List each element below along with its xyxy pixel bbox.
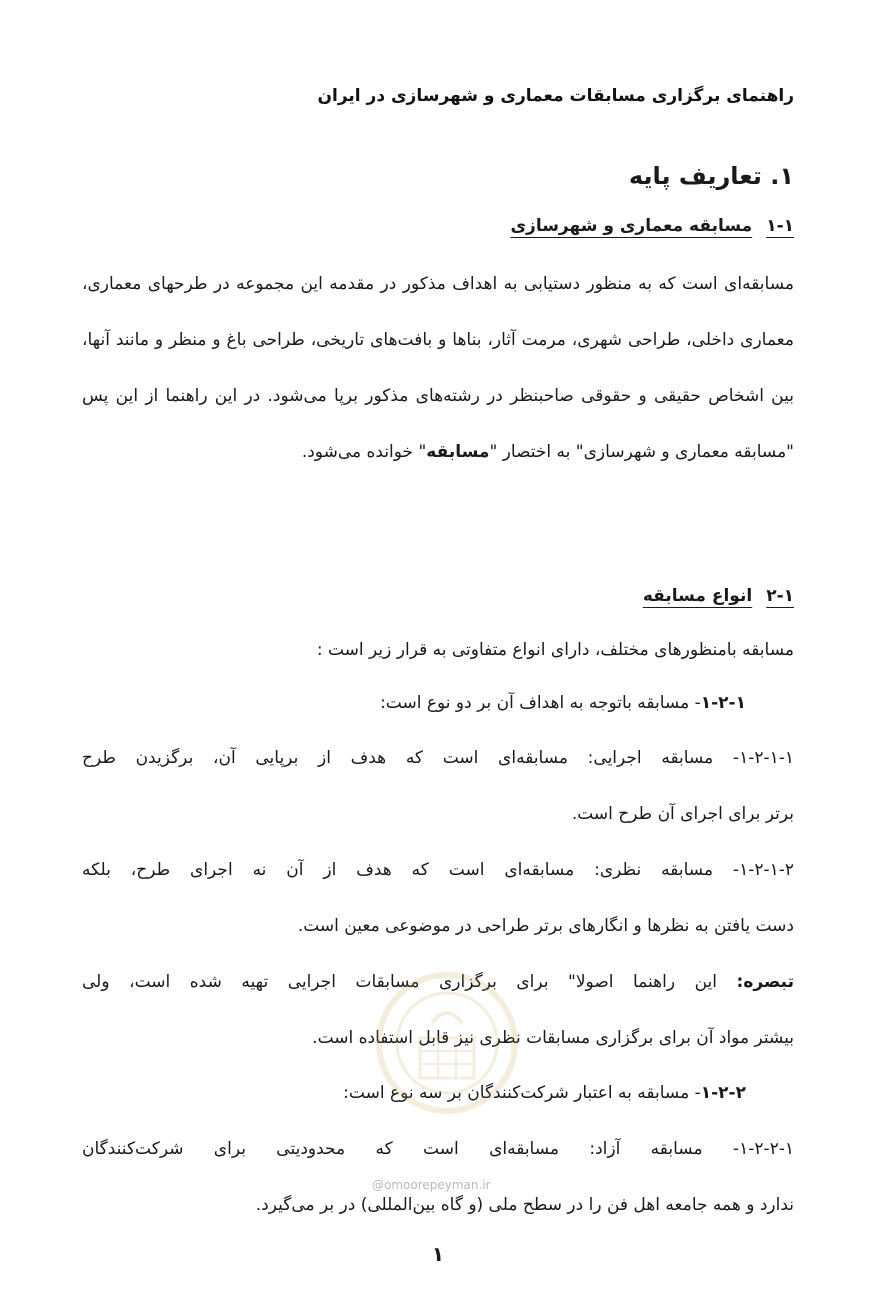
running-head: راهنمای برگزاری مسابقات معماری و شهرسازی در ایران: [317, 86, 794, 106]
note-label: تبصره:: [736, 972, 794, 992]
item-1-2-2-1-line1: ۱-۲-۲-۱- مسابقه آزاد: مسابقه‌ای است که محدودیتی برای شرکت‌کنندگان: [82, 1139, 794, 1159]
watermark-url: @omoorepeyman.ir: [372, 1178, 491, 1192]
section-1-2-intro: مسابقه بامنظورهای مختلف، دارای انواع متفاوتی به قرار زیر است :: [316, 640, 794, 660]
item-1-2-1-2-line2: دست یافتن به نظرها و انگارهای برتر طراحی در موضوعی معین است.: [297, 916, 794, 936]
section-number: ۱-۱: [766, 216, 794, 236]
section-heading-1-1: [510, 216, 794, 236]
item-1-2-1-1-line2: برتر برای اجرای آن طرح است.: [571, 804, 794, 824]
section-title: مسابقه معماری و شهرسازی: [510, 216, 753, 236]
section-1-1-body: مسابقه‌ای است که به منظور دستیابی به اهداف مذکور در مقدمه این مجموعه در طرحهای معماری، معماری داخلی، طراحی شهری، مرمت آثار، بناها و بافت‌های تاریخی، طراحی باغ و منظر و مانند آنها، بین اشخاص حقیقی و حقوقی صاحبنظر در رشته‌های مذکور برپا می‌شود. در این راهنما از این پس "مسابقه معماری و شهرسازی" به اختصار "مسابقه" خوانده می‌شود.: [82, 274, 794, 462]
page-number: ۱: [431, 1242, 445, 1266]
item-1-2-1-1-line1: ۱-۲-۱-۱- مسابقه اجرایی: مسابقه‌ای است که هدف از برپایی آن، برگزیدن طرح: [82, 748, 794, 768]
note-line1: تبصره: این راهنما اصولا" برای برگزاری مسابقات اجرایی تهیه شده است، ولی: [82, 972, 794, 992]
section-heading-1-2: [643, 586, 794, 606]
watermark-seal-icon: [372, 968, 522, 1133]
item-1-2-1: ۱-۲-۱- مسابقه باتوجه به اهداف آن بر دو نوع است:: [380, 693, 746, 713]
item-1-2-2-1-line2: ندارد و همه جامعه اهل فن را در سطح ملی (و گاه بین‌المللی) در بر می‌گیرد.: [255, 1195, 794, 1215]
section-title: انواع مسابقه: [642, 586, 753, 606]
bold-term: مسابقه: [426, 442, 490, 462]
chapter-number: ۱.: [770, 162, 794, 190]
chapter-heading: [629, 162, 794, 190]
note-line2: بیشتر مواد آن برای برگزاری مسابقات نظری نیز قابل استفاده است.: [312, 1028, 794, 1048]
chapter-title: تعاریف پایه: [628, 162, 762, 190]
item-1-2-1-2-line1: ۱-۲-۱-۲- مسابقه نظری: مسابقه‌ای است که هدف از آن نه اجرای طرح، بلکه: [82, 860, 794, 880]
section-number: ۲-۱: [766, 586, 794, 606]
item-1-2-2: ۱-۲-۲- مسابقه به اعتبار شرکت‌کنندگان بر سه نوع است:: [343, 1083, 746, 1103]
